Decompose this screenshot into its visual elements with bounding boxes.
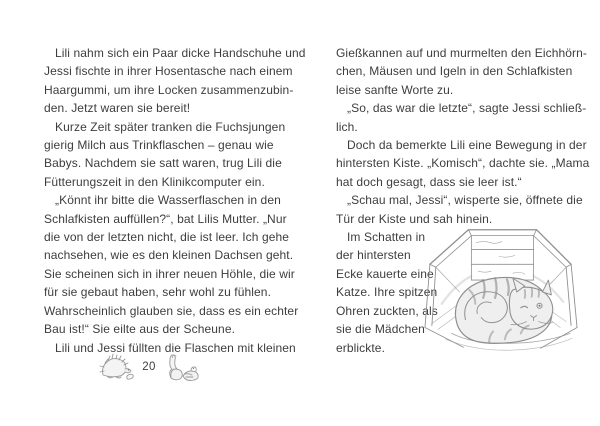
text-line: Babys. Nachdem sie satt waren, trug Lili die xyxy=(44,156,282,171)
page-right xyxy=(300,0,600,426)
goose-sketch xyxy=(163,352,201,382)
text-line: lich. xyxy=(336,119,358,134)
text-line: gierig Milch aus Trinkflaschen – genau wie xyxy=(44,138,274,153)
text-line: sie die Mädchen xyxy=(336,322,425,337)
text-line: hintersten Kiste. „Komisch“, dachte sie. „Mama xyxy=(336,156,590,171)
text-line: Ohren zuckten, als xyxy=(336,303,438,318)
text-line: Jessi fischte in ihrer Hosentasche nach einem xyxy=(44,64,293,79)
text-line: die von der letzten nicht, die ist leer. Ich gehe xyxy=(44,230,290,245)
text-line: Lili und Jessi füllten die Flaschen mit kleinen xyxy=(55,340,296,355)
text-line: Haargummi, um ihre Locken zusammenzubin- xyxy=(44,82,294,97)
hedgehog-sketch xyxy=(99,353,135,381)
text-line: nachsehen, wie es den kleinen Dachsen geht. xyxy=(44,248,294,263)
text-line: Ecke kauerte eine xyxy=(336,266,434,281)
text-line: den. Jetzt waren sie bereit! xyxy=(44,101,191,116)
text-line: Schlafkisten auffüllen?“, bat Lilis Mutter. „Nur xyxy=(44,211,287,226)
right-text-column xyxy=(336,44,590,358)
text-line: Bau ist!“ Sie eilte aus der Scheune. xyxy=(44,322,236,337)
text-line: erblickte. xyxy=(336,340,386,355)
text-line: leise sanfte Worte zu. xyxy=(336,82,454,97)
text-line: der hintersten xyxy=(336,248,411,263)
text-line: Sie scheinen sich in ihrer neuen Höhle, die wir xyxy=(44,266,295,281)
cat-in-box-illustration xyxy=(422,216,580,358)
text-line: für sie gebaut haben, sehr wohl zu fühlen. xyxy=(44,285,272,300)
text-line: Wahrscheinlich glauben sie, dass es ein echter xyxy=(44,303,299,318)
text-line: „Schau mal, Jessi“, wisperte sie, öffnete die xyxy=(347,193,583,208)
text-line: hat doch gesagt, dass sie leer ist.“ xyxy=(336,174,522,189)
text-line: Gießkannen auf und murmelten den Eichhörn- xyxy=(336,46,588,60)
text-line: „So, das war die letzte“, sagte Jessi schließ- xyxy=(347,101,587,116)
text-line: chen, Mäusen und Igeln in den Schlafkisten xyxy=(336,64,573,79)
text-line: „Könnt ihr bitte die Wasserflaschen in den xyxy=(55,193,281,208)
text-line: Tür der Kiste und sah hinein. xyxy=(336,211,493,226)
wrap-text-column xyxy=(336,228,438,357)
text-line: Katze. Ihre spitzen xyxy=(336,285,438,300)
text-line: Kurze Zeit später tranken die Fuchsjungen xyxy=(55,119,286,134)
text-line: Lili nahm sich ein Paar dicke Handschuhe und xyxy=(55,46,306,60)
text-wrap-row xyxy=(336,228,572,358)
left-text-column xyxy=(44,44,304,357)
page-number: 20 xyxy=(142,361,156,373)
text-line: Im Schatten in xyxy=(347,230,426,245)
text-line: Fütterungszeit in den Klinikcomputer ein. xyxy=(44,174,265,189)
page-footer xyxy=(0,352,300,382)
text-line: Doch da bemerkte Lili eine Bewegung in der xyxy=(347,138,587,153)
